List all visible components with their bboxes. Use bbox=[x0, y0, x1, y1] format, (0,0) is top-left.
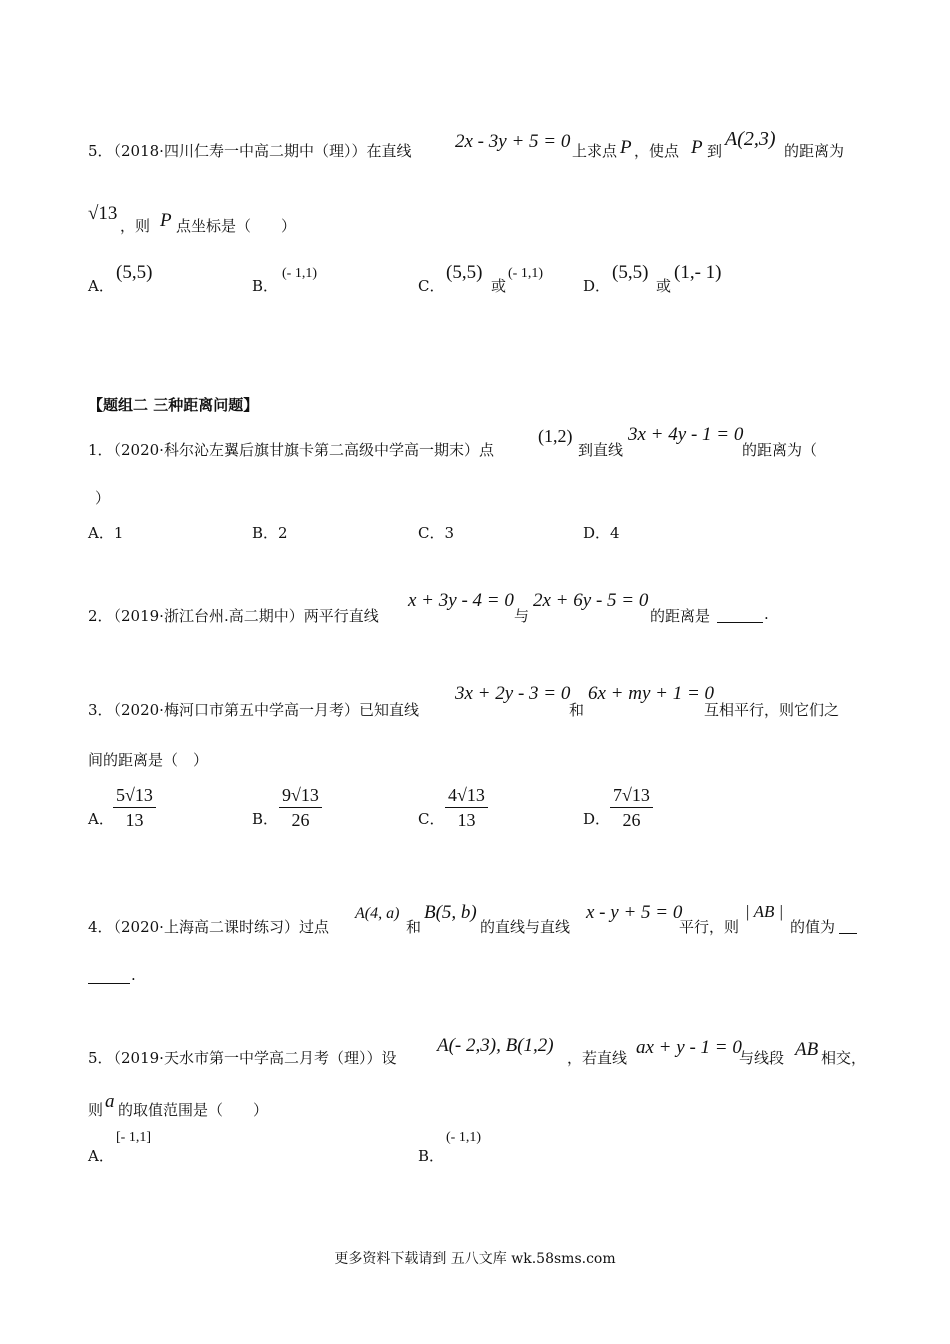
line-equation: x - y + 5 = 0 bbox=[586, 902, 683, 923]
option-value: (- 1,1) bbox=[282, 266, 317, 281]
line-equation: ax + y - 1 = 0 bbox=[636, 1037, 742, 1058]
question-number: 5． bbox=[88, 142, 113, 160]
fraction-denominator: 26 bbox=[622, 810, 641, 830]
question-text: 相交， bbox=[821, 1049, 867, 1067]
question-source: （2019·浙江台州.高二期中）两平行直线 bbox=[106, 607, 379, 625]
points-a-b: A(- 2,3), B(1,2) bbox=[437, 1035, 554, 1056]
option: C．3 bbox=[418, 524, 455, 542]
option-fraction bbox=[610, 785, 653, 831]
section-heading: 【题组二 三种距离问题】 bbox=[88, 396, 259, 414]
fraction-numerator: 5√13 bbox=[113, 785, 156, 808]
option-fraction bbox=[445, 785, 488, 831]
fraction-denominator: 13 bbox=[125, 810, 144, 830]
point-p: P bbox=[160, 210, 172, 231]
question-text: 到直线 bbox=[578, 441, 624, 459]
option-value: (- 1,1) bbox=[508, 266, 543, 281]
question-text: 的距离为 bbox=[784, 142, 845, 160]
option-value: (5,5) bbox=[446, 262, 483, 283]
fraction-denominator: 26 bbox=[291, 810, 310, 830]
question-number: 1． bbox=[88, 441, 113, 459]
segment-ab: AB bbox=[795, 1039, 819, 1060]
answer-blank[interactable] bbox=[717, 605, 763, 623]
option-label: D． bbox=[583, 810, 611, 828]
line-equation: 3x + 4y - 1 = 0 bbox=[628, 424, 744, 445]
option-label: C． bbox=[418, 277, 445, 295]
variable-a: a bbox=[105, 1091, 115, 1112]
question-text: 互相平行，则它们之 bbox=[704, 701, 840, 719]
question-number: 2． bbox=[88, 607, 113, 625]
question-source: （2020·梅河口市第五中学高一月考）已知直线 bbox=[106, 701, 419, 719]
option-label: C． bbox=[418, 810, 445, 828]
line-equation: 2x + 6y - 5 = 0 bbox=[533, 590, 649, 611]
point-p: P bbox=[620, 137, 632, 158]
question-number: 5． bbox=[88, 1049, 113, 1067]
question-text: . bbox=[131, 966, 136, 984]
line-equation: 3x + 2y - 3 = 0 bbox=[455, 683, 571, 704]
segment-length: | AB | bbox=[745, 902, 784, 921]
question-text: 到 bbox=[707, 142, 723, 160]
question-text: 和 bbox=[406, 918, 422, 936]
option-value: [- 1,1] bbox=[116, 1130, 151, 1145]
point-value: (1,2) bbox=[538, 426, 573, 446]
question-text: 和 bbox=[569, 701, 585, 719]
option: D．4 bbox=[583, 524, 620, 542]
question-text: 的值为 bbox=[790, 918, 836, 936]
option-label: A． bbox=[88, 277, 114, 295]
question-text: 的距离是 bbox=[650, 607, 711, 625]
fraction-numerator: 7√13 bbox=[610, 785, 653, 808]
question-text: 间的距离是（ ） bbox=[88, 751, 209, 769]
option-label: B． bbox=[252, 277, 279, 295]
option-label: A． bbox=[88, 810, 114, 828]
option-label: B． bbox=[252, 810, 279, 828]
line-equation: x + 3y - 4 = 0 bbox=[408, 590, 514, 611]
question-text: 的直线与直线 bbox=[480, 918, 571, 936]
question-text: ，则 bbox=[120, 217, 151, 235]
question-text: 的距离为（ bbox=[742, 441, 818, 459]
question-text: 平行，则 bbox=[679, 918, 740, 936]
footer-text: 更多资料下载请到 五八文库 wk.58sms.com bbox=[334, 1251, 616, 1267]
fraction-denominator: 13 bbox=[457, 810, 476, 830]
question-text: 与线段 bbox=[739, 1049, 785, 1067]
option: A．1 bbox=[88, 524, 124, 542]
point-a: A(2,3) bbox=[725, 128, 776, 150]
fraction-numerator: 4√13 bbox=[445, 785, 488, 808]
option-or: 或 bbox=[491, 277, 507, 295]
question-text: 上求点 bbox=[572, 142, 618, 160]
point-p: P bbox=[691, 137, 703, 158]
question-text: . bbox=[764, 605, 769, 623]
option-label: A． bbox=[88, 1147, 114, 1165]
question-number: 4． bbox=[88, 918, 113, 936]
question-text: ，使点 bbox=[634, 142, 680, 160]
point-a: A(4, a) bbox=[355, 905, 400, 922]
option-value: (- 1,1) bbox=[446, 1130, 481, 1145]
option-label: B． bbox=[418, 1147, 445, 1165]
question-text: ，若直线 bbox=[567, 1049, 628, 1067]
question-source: （2019·天水市第一中学高二月考（理））设 bbox=[106, 1049, 397, 1067]
fraction-numerator: 9√13 bbox=[279, 785, 322, 808]
option-fraction bbox=[113, 785, 156, 831]
line-equation: 6x + my + 1 = 0 bbox=[588, 683, 715, 704]
question-text: 点坐标是（ ） bbox=[176, 217, 297, 235]
line-equation: 2x - 3y + 5 = 0 bbox=[455, 131, 571, 152]
question-source: （2020·科尔沁左翼后旗甘旗卡第二高级中学高一期末）点 bbox=[106, 441, 494, 459]
question-source: （2018·四川仁寿一中高二期中（理））在直线 bbox=[106, 142, 412, 160]
option-value: (1,- 1) bbox=[674, 262, 722, 283]
sqrt-13: √13 bbox=[88, 203, 118, 224]
option-or: 或 bbox=[656, 277, 672, 295]
question-source: （2020·上海高二课时练习）过点 bbox=[106, 918, 329, 936]
question-text: ） bbox=[95, 489, 111, 507]
option-label: D． bbox=[583, 277, 611, 295]
answer-blank-continued[interactable] bbox=[88, 966, 130, 984]
answer-blank[interactable] bbox=[839, 916, 857, 934]
question-number: 3． bbox=[88, 701, 113, 719]
question-text: 的取值范围是（ ） bbox=[118, 1101, 269, 1119]
point-b: B(5, b) bbox=[424, 902, 477, 923]
option-value: (5,5) bbox=[612, 262, 649, 283]
question-text: 则 bbox=[88, 1101, 104, 1119]
option: B．2 bbox=[252, 524, 288, 542]
option-fraction bbox=[279, 785, 322, 831]
question-text: 与 bbox=[514, 607, 530, 625]
option-value: (5,5) bbox=[116, 262, 153, 283]
